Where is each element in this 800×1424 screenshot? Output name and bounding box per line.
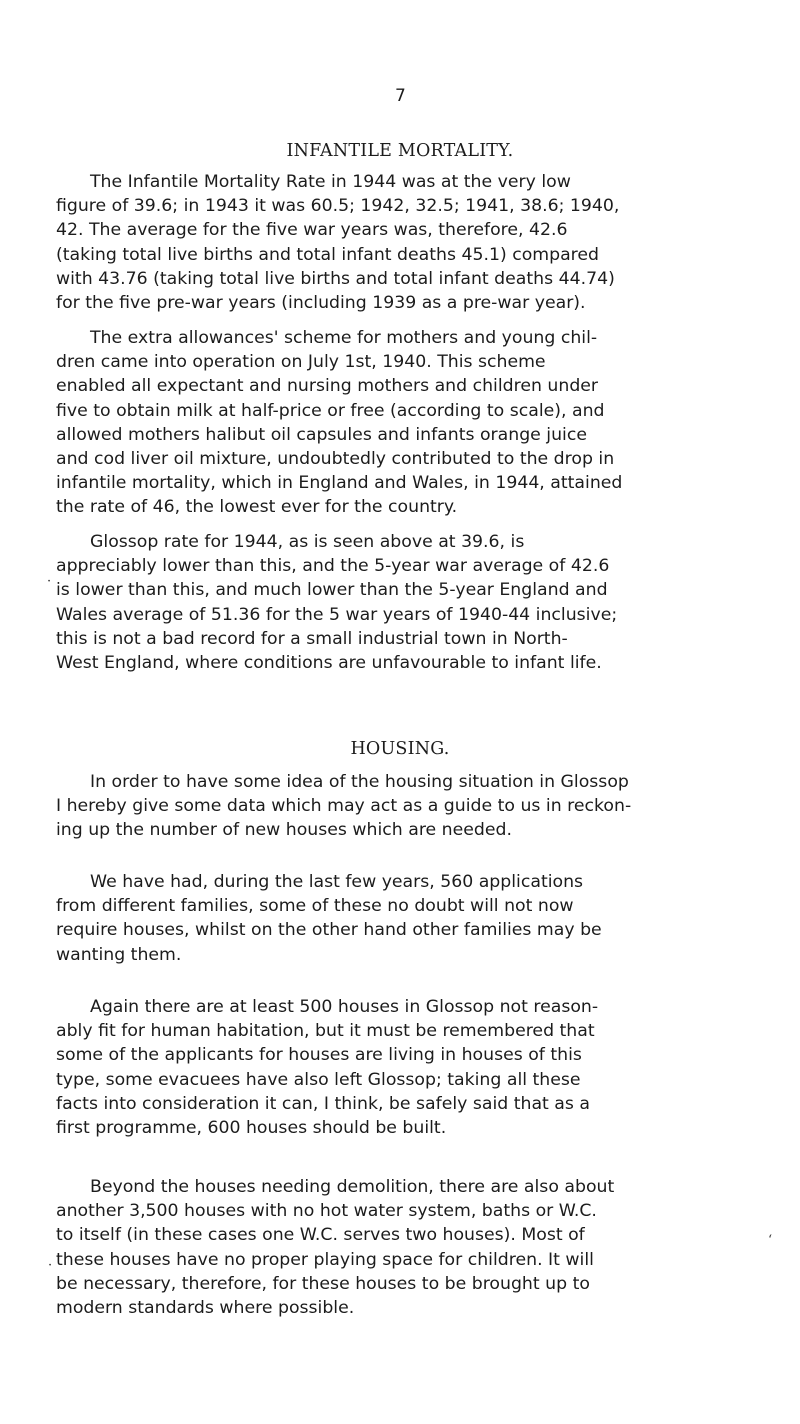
paragraph-mortality-rates bbox=[56, 170, 756, 315]
text-line: The extra allowances' scheme for mothers and young chil- bbox=[90, 328, 598, 348]
paragraph-glossop-rate bbox=[56, 530, 756, 675]
text-line: allowed mothers halibut oil capsules and infants orange juice bbox=[56, 424, 587, 445]
text-line: wanting them. bbox=[56, 944, 182, 965]
text-line: The Infantile Mortality Rate in 1944 was at the very low bbox=[90, 172, 571, 192]
text-line: type, some evacuees have also left Glossop; taking all these bbox=[56, 1069, 581, 1090]
text-line: and cod liver oil mixture, undoubtedly contributed to the drop in bbox=[56, 449, 615, 470]
section-heading-housing: HOUSING. bbox=[350, 739, 450, 759]
text-line: to itself (in these cases one W.C. serves two houses). Most of bbox=[56, 1225, 585, 1246]
text-line: another 3,500 houses with no hot water system, baths or W.C. bbox=[56, 1201, 597, 1222]
text-line: Beyond the houses needing demolition, there are also about bbox=[90, 1177, 615, 1197]
text-line: We have had, during the last few years, 560 applications bbox=[90, 872, 584, 892]
text-line: for the five pre-war years (including 1939 as a pre-war year). bbox=[56, 293, 586, 314]
margin-dot-mark: · bbox=[47, 574, 52, 589]
text-line: Glossop rate for 1944, as is seen above at 39.6, is bbox=[90, 532, 525, 552]
text-line: first programme, 600 houses should be built. bbox=[56, 1118, 447, 1139]
text-line: this is not a bad record for a small industrial town in North- bbox=[56, 628, 568, 649]
text-line: require houses, whilst on the other hand other families may be bbox=[56, 920, 602, 941]
text-line: ing up the number of new houses which are needed. bbox=[56, 820, 512, 841]
paragraph-applications bbox=[56, 870, 756, 967]
text-line: facts into consideration it can, I think, be safely said that as a bbox=[56, 1093, 590, 1114]
text-line: some of the applicants for houses are living in houses of this bbox=[56, 1045, 582, 1066]
text-line: these houses have no proper playing space for children. It will bbox=[56, 1249, 594, 1270]
text-line: (taking total live births and total infant deaths 45.1) compared bbox=[56, 244, 599, 265]
text-line: ably fit for human habitation, but it must be remembered that bbox=[56, 1021, 595, 1042]
text-line: West England, where conditions are unfavourable to infant life. bbox=[56, 653, 602, 674]
paragraph-unfit-houses bbox=[56, 995, 756, 1140]
text-line: be necessary, therefore, for these houses to be brought up to bbox=[56, 1273, 590, 1294]
text-line: figure of 39.6; in 1943 it was 60.5; 1942, 32.5; 1941, 38.6; 1940, bbox=[56, 196, 620, 217]
paragraph-housing-intro bbox=[56, 770, 756, 843]
text-line: the rate of 46, the lowest ever for the country. bbox=[56, 497, 458, 518]
section-heading-infantile-mortality: INFANTILE MORTALITY. bbox=[286, 141, 514, 161]
text-line: dren came into operation on July 1st, 1940. This scheme bbox=[56, 352, 546, 373]
text-line: 42. The average for the five war years was, therefore, 42.6 bbox=[56, 220, 568, 241]
text-line: Again there are at least 500 houses in Glossop not reason- bbox=[90, 997, 599, 1017]
text-line: appreciably lower than this, and the 5-year war average of 42.6 bbox=[56, 556, 610, 577]
text-line: I hereby give some data which may act as a guide to us in reckon- bbox=[56, 796, 632, 817]
paragraph-modern-standards bbox=[56, 1175, 756, 1320]
text-line: In order to have some idea of the housing situation in Glossop bbox=[90, 772, 629, 792]
paragraph-allowances-scheme bbox=[56, 326, 756, 520]
text-line: five to obtain milk at half-price or free (according to scale), and bbox=[56, 400, 605, 421]
text-line: is lower than this, and much lower than the 5-year England and bbox=[56, 580, 608, 601]
text-line: enabled all expectant and nursing mothers and children under bbox=[56, 376, 599, 397]
text-line: infantile mortality, which in England and Wales, in 1944, attained bbox=[56, 473, 623, 494]
page-number: 7 bbox=[395, 86, 406, 106]
text-line: with 43.76 (taking total live births and total infant deaths 44.74) bbox=[56, 268, 615, 289]
text-line: modern standards where possible. bbox=[56, 1298, 355, 1319]
text-line: Wales average of 51.36 for the 5 war years of 1940-44 inclusive; bbox=[56, 604, 618, 625]
text-line: from different families, some of these no doubt will not now bbox=[56, 896, 574, 917]
margin-tick-mark: ‘ bbox=[768, 1233, 773, 1248]
margin-dot-mark: · bbox=[48, 1258, 53, 1273]
